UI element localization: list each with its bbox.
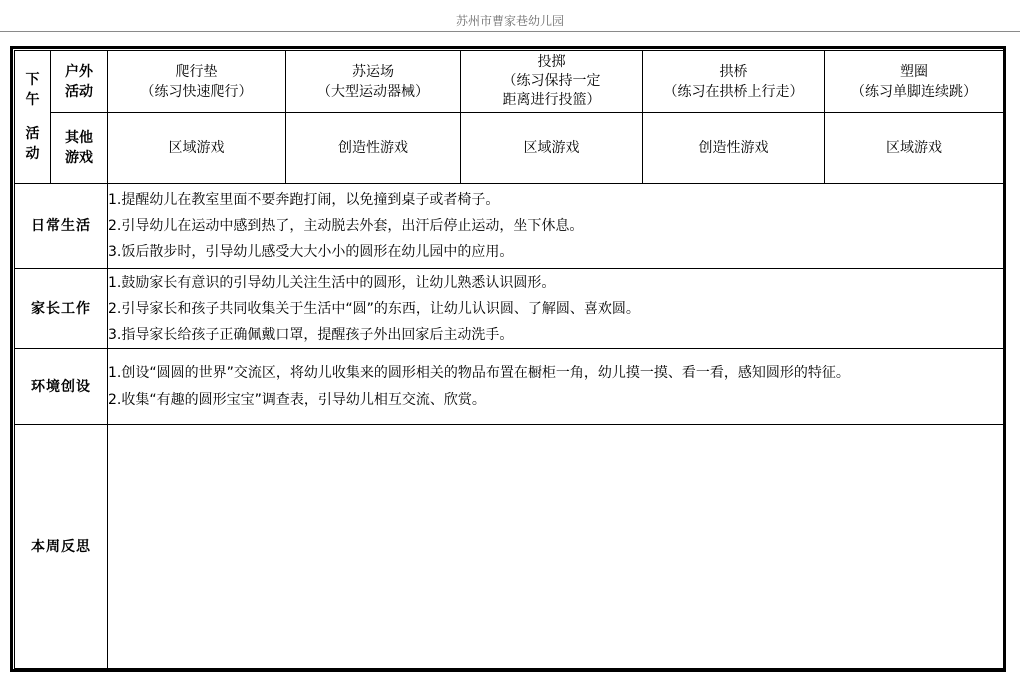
environment-item: 1.创设“圆圆的世界”交流区，将幼儿收集来的圆形相关的物品布置在橱柜一角，幼儿摸一摸、看一看，感知圆形的特征。 [108,364,850,381]
other-games-label [51,113,108,184]
outdoor-activity-cell [461,51,643,113]
environment-row [15,349,1004,425]
outdoor-activity-cell [108,51,286,113]
parent-work-label: 家长工作 [15,269,108,349]
other-game-cell: 创造性游戏 [286,113,461,184]
activity-name: 投掷 [537,54,566,70]
parent-work-item: 1.鼓励家长有意识的引导幼儿关注生活中的圆形，让幼儿熟悉认识圆形。 [108,274,556,291]
daily-life-item: 2.引导幼儿在运动中感到热了，主动脱去外套，出汗后停止运动，坐下休息。 [108,218,584,234]
other-label-line: 其他 [65,130,93,146]
daily-life-item: 1.提醒幼儿在教室里面不要奔跑打闹，以免撞到桌子或者椅子。 [108,192,500,208]
afternoon-label-char: 动 [25,146,40,162]
parent-work-content [108,269,1004,349]
other-label-line: 游戏 [65,150,93,166]
activity-name: 塑圈 [900,63,928,80]
afternoon-label-char: 下 [25,72,40,88]
daily-life-content [108,184,1004,269]
environment-item: 2.收集“有趣的圆形宝宝”调查表，引导幼儿相互交流、欣赏。 [108,391,486,408]
activity-note: （练习单脚连续跳） [851,83,977,100]
document-header-title: 苏州市曹家巷幼儿园 [455,14,564,28]
outdoor-activity-cell [286,51,461,113]
outdoor-activity-cell [825,51,1004,113]
activity-note: 距离进行投篮） [502,92,601,108]
afternoon-outdoor-row [15,51,1004,113]
reflection-row [15,425,1004,669]
activity-name: 爬行垫 [175,63,218,80]
afternoon-label-char: 午 [25,92,40,108]
environment-content [108,349,1004,425]
activity-note: （练习快速爬行） [140,83,253,100]
other-game-cell: 区域游戏 [825,113,1004,184]
outdoor-label-line: 户外 [65,63,93,80]
outdoor-activity-cell [643,51,825,113]
parent-work-item: 2.引导家长和孩子共同收集关于生活中“圆”的东西，让幼儿认识圆、了解圆、喜欢圆。 [108,300,640,317]
other-game-cell: 创造性游戏 [643,113,825,184]
activity-note: （练习在拱桥上行走） [663,83,804,100]
daily-life-label: 日常生活 [15,184,108,269]
parent-work-row [15,269,1004,349]
header-divider [0,31,1020,32]
afternoon-other-row [15,113,1004,184]
outdoor-activity-label [51,51,108,113]
weekly-plan-table [14,50,1004,669]
activity-name: 拱桥 [719,63,748,80]
reflection-label: 本周反思 [15,425,108,669]
afternoon-label-char: 活 [25,126,40,142]
reflection-content[interactable] [108,425,1004,669]
daily-life-item: 3.饭后散步时，引导幼儿感受大大小小的圆形在幼儿园中的应用。 [108,244,514,260]
activity-name: 苏运场 [352,63,394,80]
other-game-cell: 区域游戏 [108,113,286,184]
activity-note: （练习保持一定 [502,73,601,89]
parent-work-item: 3.指导家长给孩子正确佩戴口罩，提醒孩子外出回家后主动洗手。 [108,326,514,343]
other-game-cell: 区域游戏 [461,113,643,184]
daily-life-row [15,184,1004,269]
environment-label: 环境创设 [15,349,108,425]
outdoor-label-line: 活动 [65,83,93,100]
afternoon-activity-label [15,51,51,184]
activity-note: （大型运动器械） [317,83,429,100]
